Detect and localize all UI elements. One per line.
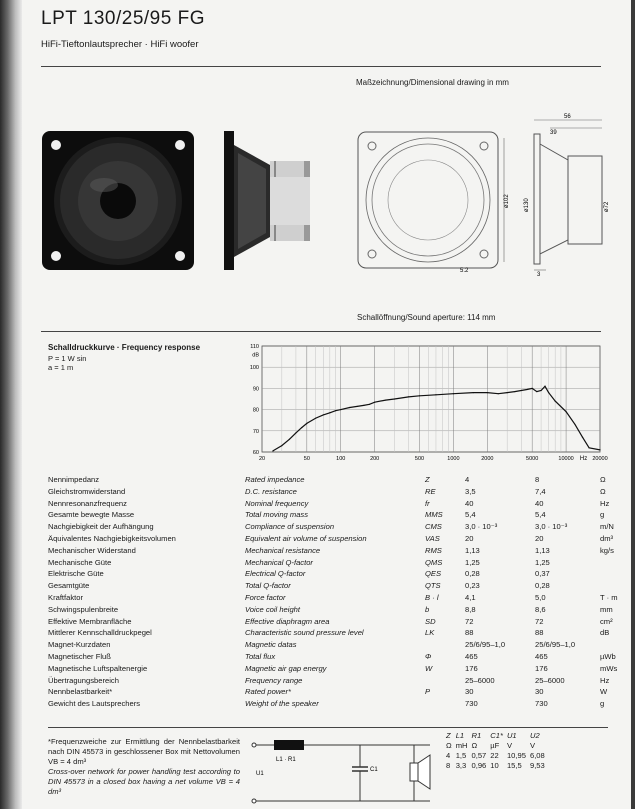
crossover-cell: 8 xyxy=(446,761,451,770)
param-value-4ohm: 5,4 xyxy=(465,510,476,520)
param-value-8ohm: 0,37 xyxy=(535,569,550,579)
param-value-4ohm: 1,13 xyxy=(465,545,480,555)
curve-point xyxy=(408,396,409,397)
curve-point xyxy=(544,386,545,387)
crossover-data-row xyxy=(444,751,547,761)
param-name-de: Gesamtgüte xyxy=(48,581,90,591)
curve-point xyxy=(340,409,341,410)
crossover-data-row xyxy=(444,761,547,771)
page-binding-shadow xyxy=(0,0,22,809)
param-value-4ohm: 88 xyxy=(465,628,474,638)
x-tick-label: 10000 xyxy=(558,456,574,462)
curve-point xyxy=(272,450,273,451)
param-name-en: Total Q-factor xyxy=(245,581,291,591)
y-tick-label: 100 xyxy=(249,365,259,372)
param-name-en: Weight of the speaker xyxy=(245,699,319,709)
crossover-cell: 15,5 xyxy=(506,761,522,770)
param-value-8ohm: 0,28 xyxy=(535,581,550,591)
y-tick-label: dB xyxy=(252,352,259,359)
curve-point xyxy=(394,398,395,399)
curve-point xyxy=(599,449,600,450)
param-name-en: Equivalent air volume of suspension xyxy=(245,533,367,543)
param-name-de: Äquivalentes Nachgiebigkeitsvolumen xyxy=(48,533,176,543)
param-value-4ohm: 25/6/95–1,0 xyxy=(465,640,506,650)
param-value-8ohm: 7,4 xyxy=(535,486,546,496)
param-symbol: RE xyxy=(425,486,436,496)
curve-point xyxy=(548,392,549,393)
param-unit xyxy=(600,639,630,651)
param-name-en: Rated power* xyxy=(245,687,292,697)
param-name-en: D.C. resistance xyxy=(245,486,297,496)
x-tick-label: 1000 xyxy=(447,456,460,462)
param-name-en: Frequency range xyxy=(245,675,303,685)
param-name-de: Elektrische Güte xyxy=(48,569,104,579)
curve-point xyxy=(385,399,386,400)
params-bottom-rule xyxy=(48,727,608,728)
param-name-en: Mechanical resistance xyxy=(245,545,321,555)
crossover-cell: C1* xyxy=(490,731,503,740)
param-row xyxy=(48,698,630,710)
curve-point xyxy=(363,405,364,406)
param-unit xyxy=(600,557,630,569)
circuit-c1-label: C1 xyxy=(370,767,378,773)
param-value-4ohm: 730 xyxy=(465,699,478,709)
param-symbol: LK xyxy=(425,628,435,638)
curve-point xyxy=(315,417,316,418)
param-value-4ohm: 72 xyxy=(465,616,474,626)
param-symbol: P xyxy=(425,687,431,697)
param-name-de: Gesamte bewegte Masse xyxy=(48,510,135,520)
curve-point xyxy=(306,423,307,424)
crossover-cell: Z xyxy=(446,731,451,740)
speaker-side-photo xyxy=(218,127,313,274)
param-value-8ohm: 8 xyxy=(535,475,540,484)
param-value-8ohm: 5,4 xyxy=(535,510,546,520)
param-row xyxy=(48,545,630,557)
param-unit: mWs xyxy=(600,663,618,673)
crossover-cell: 10,95 xyxy=(506,751,526,760)
param-row xyxy=(48,686,630,698)
circuit-u1-label: U1 xyxy=(256,771,264,777)
curve-point xyxy=(588,447,589,448)
param-value-4ohm: 465 xyxy=(465,651,478,661)
param-row xyxy=(48,616,630,628)
param-symbol: MMS xyxy=(425,510,443,520)
param-value-8ohm: 5,0 xyxy=(535,592,546,602)
y-tick-label: 60 xyxy=(252,450,259,456)
param-row xyxy=(48,675,630,687)
crossover-cell: 0,57 xyxy=(471,751,487,760)
dim-label-72: ø72 xyxy=(604,201,610,212)
param-unit: kg/s xyxy=(600,545,614,555)
dimensional-drawing-side xyxy=(520,112,615,277)
curve-point xyxy=(323,414,324,415)
param-value-4ohm: 8,8 xyxy=(465,604,476,614)
curve-point xyxy=(453,393,454,394)
footnote-german: *Frequenzweiche zur Ermittlung der Nennbelastbarkeit nach DIN 45573 in geschlossener Box mit Nettovolumen VB = 4 dm³ xyxy=(48,737,240,766)
crossover-cell: 0,96 xyxy=(471,761,487,770)
crossover-cell: Ω xyxy=(446,741,452,750)
param-unit: Ω xyxy=(600,475,606,484)
y-tick-label: 110 xyxy=(250,344,259,350)
param-name-en: Total moving mass xyxy=(245,510,309,520)
param-row xyxy=(48,498,630,510)
param-name-de: Mechanischer Widerstand xyxy=(48,545,136,555)
param-value-4ohm: 3,0 · 10⁻³ xyxy=(465,522,498,532)
param-value-8ohm: 176 xyxy=(535,663,548,673)
param-symbol: CMS xyxy=(425,522,442,532)
param-row xyxy=(48,509,630,521)
curve-point xyxy=(521,390,522,391)
crossover-cell: R1 xyxy=(471,731,482,740)
param-unit: m/N xyxy=(600,522,614,532)
param-unit: T · m xyxy=(600,592,618,602)
param-name-en: Electrical Q-factor xyxy=(245,569,306,579)
param-unit: Ω xyxy=(600,486,606,496)
y-tick-label: 70 xyxy=(252,428,259,435)
param-symbol: QMS xyxy=(425,557,443,567)
param-name-de: Magnetischer Fluß xyxy=(48,651,111,661)
speaker-front-photo xyxy=(38,127,198,274)
param-value-4ohm: 1,25 xyxy=(465,557,480,567)
crossover-cell: 6,08 xyxy=(529,751,545,760)
param-value-8ohm: 8,6 xyxy=(535,604,546,614)
x-tick-label: 20000 xyxy=(592,456,608,462)
param-value-8ohm: 25/6/95–1,0 xyxy=(535,640,576,650)
crossover-unit-row xyxy=(444,741,547,751)
param-row xyxy=(48,533,630,545)
param-row xyxy=(48,486,630,498)
crossover-cell: L1 xyxy=(455,731,465,740)
param-value-8ohm: 88 xyxy=(535,628,544,638)
param-name-en: Compliance of suspension xyxy=(245,522,335,532)
crossover-cell: 22 xyxy=(490,751,499,760)
param-value-8ohm: 1,13 xyxy=(535,545,550,555)
param-symbol: Z xyxy=(425,475,430,484)
frequency-response-curve xyxy=(273,386,600,451)
curve-point xyxy=(295,432,296,433)
param-value-4ohm: 25–6000 xyxy=(465,675,495,685)
circuit-l1-label: L1 · R1 xyxy=(276,757,296,763)
dimensional-drawing-title: Maßzeichnung/Dimensional drawing in mm xyxy=(356,78,509,87)
param-unit xyxy=(600,580,630,592)
crossover-cell: 3,3 xyxy=(455,761,467,770)
param-name-en: Force factor xyxy=(245,592,286,602)
footnote-english: Cross-over network for power handling test according to DIN 45573 in a closed box having a net volume VB = 4 dm³ xyxy=(48,767,240,796)
curve-point xyxy=(540,390,541,391)
param-row xyxy=(48,639,630,651)
param-value-4ohm: 20 xyxy=(465,533,474,543)
x-tick-label: 50 xyxy=(303,456,310,462)
curve-point xyxy=(473,392,474,393)
param-row xyxy=(48,568,630,580)
param-value-8ohm: 20 xyxy=(535,533,544,543)
dim-label-102: ø102 xyxy=(504,194,510,208)
param-unit: mm xyxy=(600,604,613,614)
crossover-cell: U2 xyxy=(529,731,540,740)
curve-point xyxy=(435,394,436,395)
param-symbol: b xyxy=(425,604,430,614)
crossover-circuit-diagram xyxy=(250,733,440,807)
x-tick-label: 500 xyxy=(414,456,425,462)
x-tick-label: 5000 xyxy=(526,456,539,462)
param-unit: g xyxy=(600,510,605,520)
crossover-header-row xyxy=(444,731,547,741)
param-unit: dm³ xyxy=(600,533,614,543)
param-value-8ohm: 3,0 · 10⁻³ xyxy=(535,522,568,532)
param-value-4ohm: 176 xyxy=(465,663,478,673)
param-symbol: fr xyxy=(425,498,430,508)
crossover-cell: 1,5 xyxy=(455,751,467,760)
param-row xyxy=(48,580,630,592)
param-name-de: Nachgiebigkeit der Aufhängung xyxy=(48,522,154,532)
param-name-de: Nennresonanzfrequenz xyxy=(48,498,127,508)
crossover-cell: µF xyxy=(490,741,500,750)
curve-point xyxy=(369,404,370,405)
dim-label-52: 5.2 xyxy=(460,268,469,274)
fr-condition-power: P = 1 W sin xyxy=(48,354,87,363)
x-axis-unit: Hz xyxy=(579,456,588,462)
param-name-de: Magnet-Kurzdaten xyxy=(48,640,111,650)
param-symbol: VAS xyxy=(425,533,440,543)
crossover-cell: 9,53 xyxy=(529,761,545,770)
curve-point xyxy=(357,406,358,407)
param-symbol xyxy=(425,675,465,687)
param-unit: g xyxy=(600,699,605,709)
param-symbol xyxy=(425,639,465,651)
dim-label-56: 56 xyxy=(564,114,571,120)
crossover-cell: V xyxy=(529,741,536,750)
param-name-de: Kraftfaktor xyxy=(48,592,84,602)
x-tick-label: 100 xyxy=(336,456,346,462)
param-name-de: Nennimpedanz xyxy=(48,475,100,484)
param-row xyxy=(48,663,630,675)
fr-condition-distance: a = 1 m xyxy=(48,363,74,372)
param-name-en: Voice coil height xyxy=(245,604,301,614)
param-value-4ohm: 0,23 xyxy=(465,581,480,591)
curve-point xyxy=(532,388,533,389)
frequency-response-chart xyxy=(238,340,620,462)
curve-point xyxy=(374,402,375,403)
crossover-cell: V xyxy=(506,741,513,750)
param-symbol: QTS xyxy=(425,581,441,591)
param-name-en: Magnetic air gap energy xyxy=(245,663,327,673)
crossover-cell: 4 xyxy=(446,751,451,760)
param-row xyxy=(48,592,630,604)
param-row xyxy=(48,604,630,616)
curve-point xyxy=(335,410,336,411)
param-value-8ohm: 30 xyxy=(535,687,544,697)
param-symbol: RMS xyxy=(425,545,442,555)
param-symbol: QES xyxy=(425,569,442,579)
dim-label-130: ø130 xyxy=(524,198,530,212)
curve-point xyxy=(555,401,556,402)
param-symbol xyxy=(425,698,465,710)
param-row xyxy=(48,474,630,486)
param-name-de: Magnetische Luftspaltenergie xyxy=(48,663,148,673)
param-value-4ohm: 4 xyxy=(465,475,470,484)
param-value-4ohm: 30 xyxy=(465,687,474,697)
param-symbol: Φ xyxy=(425,651,432,661)
crossover-cell: Ω xyxy=(471,741,478,750)
param-value-4ohm: 3,5 xyxy=(465,486,476,496)
curve-point xyxy=(289,439,290,440)
param-value-8ohm: 730 xyxy=(535,699,548,709)
y-tick-label: 90 xyxy=(252,386,259,393)
param-value-8ohm: 1,25 xyxy=(535,557,550,567)
header-rule xyxy=(41,66,601,67)
parameters-table xyxy=(48,474,630,710)
product-subtitle: HiFi-Tieftonlautsprecher · HiFi woofer xyxy=(41,39,199,50)
y-tick-label: 80 xyxy=(252,407,259,414)
param-value-4ohm: 4,1 xyxy=(465,592,476,602)
param-value-4ohm: 0,28 xyxy=(465,569,480,579)
curve-point xyxy=(536,391,537,392)
footnote xyxy=(48,737,240,797)
param-unit: cm² xyxy=(600,616,613,626)
param-name-en: Effective diaphragm area xyxy=(245,616,330,626)
curve-point xyxy=(565,411,566,412)
param-name-en: Nominal frequency xyxy=(245,498,309,508)
curve-point xyxy=(507,392,508,393)
param-unit: dB xyxy=(600,628,610,638)
param-row xyxy=(48,651,630,663)
dimensional-drawing-front xyxy=(352,128,517,276)
param-name-en: Mechanical Q-factor xyxy=(245,557,313,567)
curve-point xyxy=(498,393,499,394)
param-unit: Hz xyxy=(600,675,610,685)
crossover-cell: U1 xyxy=(506,731,517,740)
param-value-8ohm: 40 xyxy=(535,498,544,508)
param-value-8ohm: 465 xyxy=(535,651,548,661)
param-unit: Hz xyxy=(600,498,610,508)
product-title: LPT 130/25/95 FG xyxy=(41,8,205,29)
param-name-en: Characteristic sound pressure level xyxy=(245,628,364,638)
curve-point xyxy=(301,427,302,428)
param-name-de: Nennbelastbarkeit* xyxy=(48,687,113,697)
curve-point xyxy=(514,391,515,392)
curve-point xyxy=(487,392,488,393)
param-value-4ohm: 40 xyxy=(465,498,474,508)
param-value-8ohm: 72 xyxy=(535,616,544,626)
curve-point xyxy=(281,445,282,446)
x-tick-label: 2000 xyxy=(481,456,494,462)
crossover-cell: 10 xyxy=(490,761,499,770)
dim-label-3: 3 xyxy=(537,272,541,277)
x-tick-label: 20 xyxy=(258,456,266,462)
dim-label-39: 39 xyxy=(550,130,557,136)
param-name-de: Gleichstromwiderstand xyxy=(48,486,126,496)
curve-point xyxy=(419,395,420,396)
section-rule xyxy=(41,331,601,332)
param-name-de: Effektive Membranfläche xyxy=(48,616,132,626)
param-unit: W xyxy=(600,687,608,697)
param-row xyxy=(48,521,630,533)
param-row xyxy=(48,557,630,569)
frequency-response-title: Schalldruckkurve · Frequency response xyxy=(48,343,201,352)
curve-point xyxy=(574,424,575,425)
param-symbol: SD xyxy=(425,616,436,626)
param-name-en: Magnetic datas xyxy=(245,640,297,650)
param-name-de: Mittlerer Kennschalldruckpegel xyxy=(48,628,152,638)
sound-aperture-note: Schallöffnung/Sound aperture: 114 mm xyxy=(357,313,496,322)
param-name-de: Gewicht des Lautsprechers xyxy=(48,699,141,709)
curve-point xyxy=(329,412,330,413)
param-unit: µWb xyxy=(600,651,616,661)
page-right-edge xyxy=(631,0,635,809)
param-name-de: Schwingspulenbreite xyxy=(48,604,119,614)
param-name-en: Total flux xyxy=(245,651,276,661)
param-symbol: B · l xyxy=(425,592,439,602)
crossover-cell: mH xyxy=(455,741,468,750)
param-name-de: Mechanische Güte xyxy=(48,557,112,567)
curve-point xyxy=(582,437,583,438)
chart-frame xyxy=(262,346,600,452)
param-symbol: W xyxy=(425,663,433,673)
curve-point xyxy=(349,407,350,408)
param-row xyxy=(48,627,630,639)
param-value-8ohm: 25–6000 xyxy=(535,675,565,685)
crossover-values-table xyxy=(444,731,547,771)
param-unit xyxy=(600,568,630,580)
param-name-de: Übertragungsbereich xyxy=(48,675,119,685)
x-tick-label: 200 xyxy=(370,456,380,462)
param-name-en: Rated impedance xyxy=(245,475,305,484)
curve-point xyxy=(526,389,527,390)
